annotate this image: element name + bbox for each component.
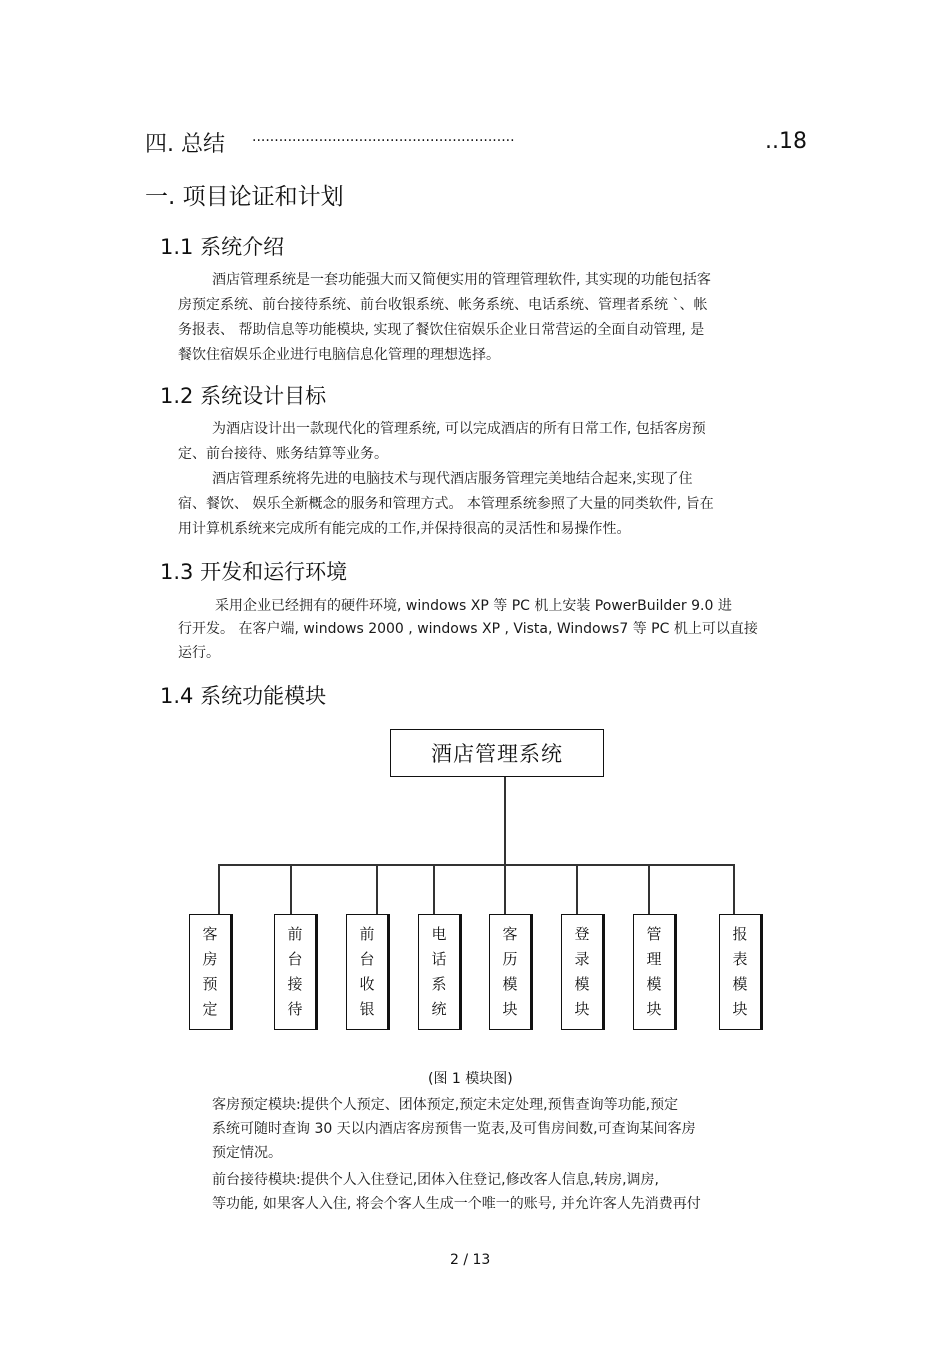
module-node-guest-history — [489, 914, 533, 1030]
module-char: 块 — [646, 1000, 662, 1018]
module-char: 录 — [574, 950, 590, 968]
paragraph-line: 预定情况。 — [212, 1145, 282, 1161]
module-char: 客 — [502, 925, 518, 943]
paragraph-line: 酒店管理系统是一套功能强大而又简便实用的管理管理软件, 其实现的功能包括客 — [212, 272, 711, 288]
module-char: 房 — [202, 950, 218, 968]
module-node-front-desk-reception — [274, 914, 318, 1030]
paragraph-line: 酒店管理系统将先进的电脑技术与现代酒店服务管理完美地结合起来,实现了住 — [212, 471, 693, 487]
module-node-room-reservation — [189, 914, 233, 1030]
module-char: 待 — [287, 1000, 303, 1018]
module-char: 登 — [574, 925, 590, 943]
module-char: 模 — [502, 975, 518, 993]
paragraph-line: 运行。 — [178, 645, 220, 661]
module-char: 话 — [431, 950, 447, 968]
diagram-branch-line — [218, 864, 734, 866]
module-char: 模 — [574, 975, 590, 993]
module-char: 客 — [202, 925, 218, 943]
paragraph-line: 务报表、 帮助信息等功能模块, 实现了餐饮住宿娱乐企业日常营运的全面自动管理, 是 — [178, 322, 705, 338]
paragraph-line: 采用企业已经拥有的硬件环境, windows XP 等 PC 机上安装 PowerBuilder 9.0 进 — [215, 598, 732, 614]
page-number: 2 / 13 — [450, 1252, 491, 1268]
toc-dot-leader: ··························································· — [252, 133, 515, 149]
module-char: 定 — [202, 1000, 218, 1018]
module-char: 模 — [646, 975, 662, 993]
paragraph-line: 为酒店设计出一款现代化的管理系统, 可以完成酒店的所有日常工作, 包括客房预 — [212, 421, 706, 437]
paragraph-line: 定、前台接待、账务结算等业务。 — [178, 446, 388, 462]
module-node-login — [561, 914, 605, 1030]
module-char: 块 — [732, 1000, 748, 1018]
section-heading: 一. 项目论证和计划 — [145, 184, 344, 210]
paragraph-line: 宿、餐饮、 娱乐全新概念的服务和管理方式。 本管理系统参照了大量的同类软件, 旨在 — [178, 496, 714, 512]
diagram-connector — [218, 864, 220, 914]
subsection-heading-1-2: 1.2 系统设计目标 — [160, 384, 327, 408]
module-char: 预 — [202, 975, 218, 993]
diagram-connector — [648, 864, 650, 914]
module-char: 报 — [732, 925, 748, 943]
diagram-connector — [376, 864, 378, 914]
module-char: 前 — [359, 925, 375, 943]
module-char: 收 — [359, 975, 375, 993]
figure-caption: (图 1 模块图) — [428, 1071, 513, 1087]
module-char: 理 — [646, 950, 662, 968]
paragraph-line: 客房预定模块:提供个人预定、团体预定,预定未定处理,预售查询等功能,预定 — [212, 1097, 679, 1113]
module-char: 台 — [287, 950, 303, 968]
module-node-management — [633, 914, 677, 1030]
diagram-root-node: 酒店管理系统 — [390, 729, 604, 777]
diagram-connector — [733, 864, 735, 914]
module-char: 统 — [431, 1000, 447, 1018]
module-char: 块 — [574, 1000, 590, 1018]
paragraph-line: 行开发。 在客户端, windows 2000 , windows XP , Vista, Windows7 等 PC 机上可以直接 — [178, 621, 758, 637]
paragraph-line: 餐饮住宿娱乐企业进行电脑信息化管理的理想选择。 — [178, 347, 500, 363]
module-char: 管 — [646, 925, 662, 943]
toc-page-number: ..18 — [765, 129, 807, 154]
diagram-connector — [290, 864, 292, 914]
diagram-connector — [433, 864, 435, 914]
module-node-reports — [719, 914, 763, 1030]
module-char: 接 — [287, 975, 303, 993]
paragraph-line: 等功能, 如果客人入住, 将会个客人生成一个唯一的账号, 并允许客人先消费再付 — [212, 1196, 701, 1212]
toc-entry-label: 四. 总结 — [145, 132, 225, 157]
module-node-telephone — [418, 914, 462, 1030]
module-char: 前 — [287, 925, 303, 943]
module-char: 系 — [431, 975, 447, 993]
paragraph-line: 用计算机系统来完成所有能完成的工作,并保持很高的灵活性和易操作性。 — [178, 521, 631, 537]
subsection-heading-1-1: 1.1 系统介绍 — [160, 235, 285, 259]
diagram-connector — [576, 864, 578, 914]
paragraph-line: 系统可随时查询 30 天以内酒店客房预售一览表,及可售房间数,可查询某间客房 — [212, 1121, 696, 1137]
module-char: 电 — [431, 925, 447, 943]
diagram-trunk-line — [504, 777, 506, 865]
module-char: 银 — [359, 1000, 375, 1018]
paragraph-line: 房预定系统、前台接待系统、前台收银系统、帐务系统、电话系统、管理者系统 `、帐 — [178, 297, 708, 313]
module-char: 历 — [502, 950, 518, 968]
module-char: 块 — [502, 1000, 518, 1018]
module-char: 模 — [732, 975, 748, 993]
paragraph-line: 前台接待模块:提供个人入住登记,团体入住登记,修改客人信息,转房,调房, — [212, 1172, 659, 1188]
module-char: 表 — [732, 950, 748, 968]
subsection-heading-1-3: 1.3 开发和运行环境 — [160, 560, 348, 584]
diagram-connector — [504, 864, 506, 914]
module-node-front-desk-cashier — [346, 914, 390, 1030]
module-char: 台 — [359, 950, 375, 968]
subsection-heading-1-4: 1.4 系统功能模块 — [160, 684, 327, 708]
